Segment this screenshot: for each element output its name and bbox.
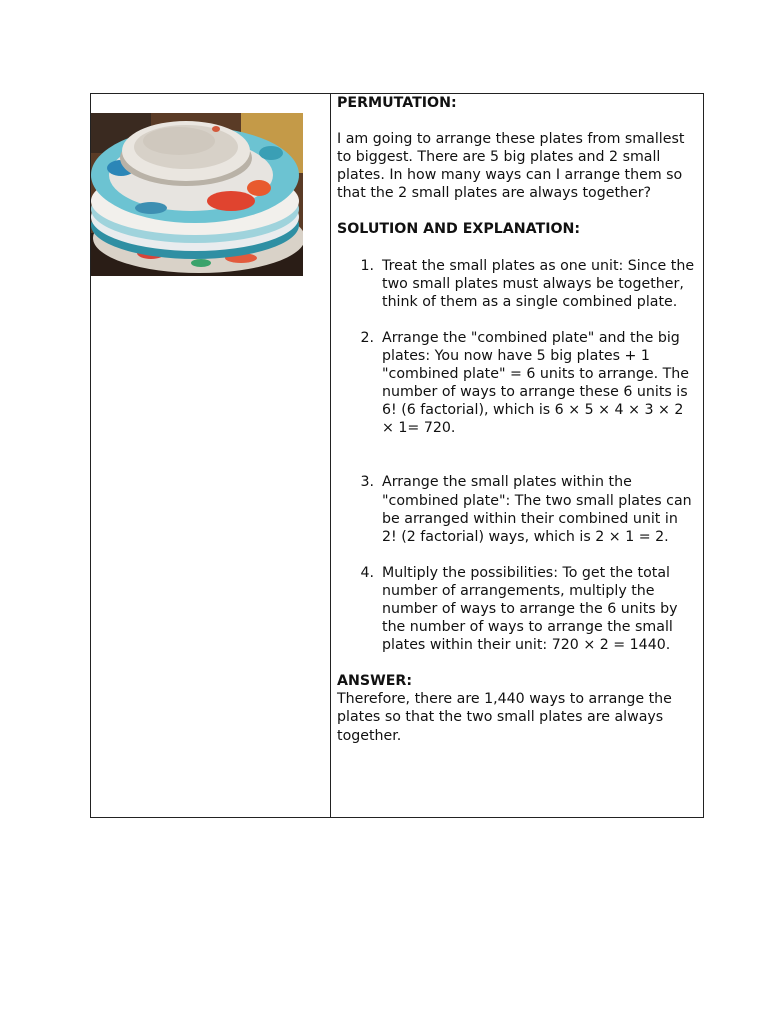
problem-table <box>90 93 704 818</box>
step-text: Arrange the small plates within the "combined plate": The two small plates can be arranged within their combined unit in 2! (2 factorial) ways, which is 2 × 1 = 2. <box>382 474 692 545</box>
solution-heading: SOLUTION AND EXPLANATION: <box>337 221 581 238</box>
problem-text: I am going to arrange these plates from smallest to biggest. There are 5 big plates and 2 small plates. In how many ways can I arrange them so that the 2 small plates are always together? <box>337 131 685 202</box>
solution-steps <box>337 257 697 655</box>
step-text: Multiply the possibilities: To get the total number of arrangements, multiply the number of ways to arrange the 6 units by the number of ways to arrange the small plates within their unit: 720 × 2 = 1440. <box>382 564 678 654</box>
list-item <box>337 564 697 654</box>
list-item <box>337 257 697 311</box>
plates-photo <box>91 113 303 276</box>
content-cell <box>331 94 703 817</box>
step-text: Treat the small plates as one unit: Since the two small plates must always be together, think of them as a single combined plate. <box>382 257 695 310</box>
step-number: 3. <box>360 474 374 491</box>
step-number: 4. <box>360 564 374 581</box>
step-number: 2. <box>360 329 374 346</box>
step-number: 1. <box>360 257 374 274</box>
image-cell <box>91 94 331 817</box>
list-item <box>337 473 697 545</box>
step-text: Arrange the "combined plate" and the big plates: You now have 5 big plates + 1 "combined plate" = 6 units to arrange. The number of ways to arrange these 6 units is 6! (6 factorial), which is 6 × 5 × 4 × 3 × 2 × 1= 720. <box>382 329 689 437</box>
answer-heading: ANSWER: <box>337 673 413 690</box>
list-item <box>337 329 697 438</box>
permutation-heading: PERMUTATION: <box>337 95 457 111</box>
answer-text: Therefore, there are 1,440 ways to arrange the plates so that the two small plates are always together. <box>337 691 672 744</box>
